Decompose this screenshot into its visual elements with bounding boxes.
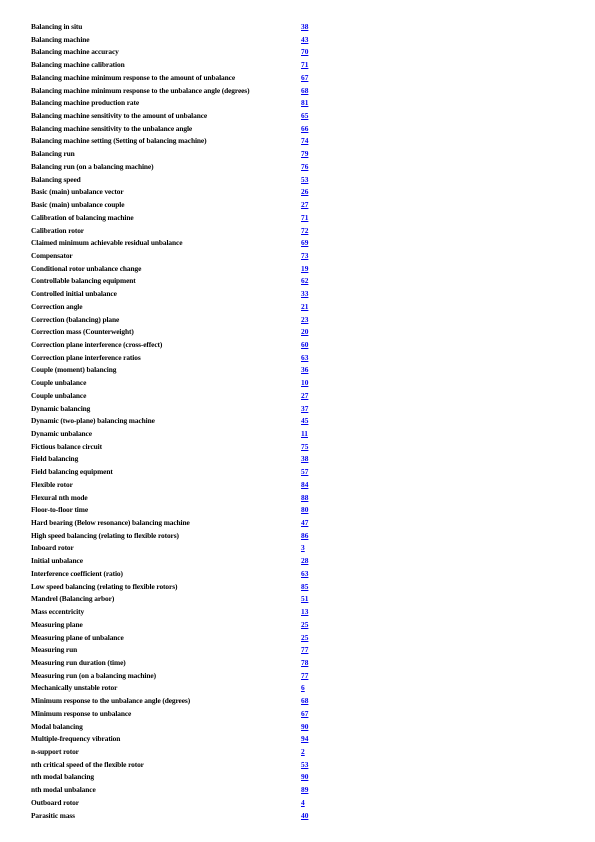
index-row	[31, 364, 321, 377]
page-number-link[interactable]: 38	[301, 22, 309, 31]
index-row	[31, 237, 321, 250]
index-term: Balancing run	[31, 149, 75, 159]
index-term: Outboard rotor	[31, 797, 79, 807]
index-term: Conditional rotor unbalance change	[31, 263, 142, 273]
index-term: Minimum response to unbalance	[31, 708, 132, 718]
index-term: Hard bearing (Below resonance) balancing machine	[31, 518, 190, 528]
index-row	[31, 72, 321, 85]
page-number-link[interactable]: 77	[301, 670, 309, 680]
page-number-link[interactable]: 66	[301, 123, 309, 133]
index-row	[31, 479, 321, 492]
index-term: Parasitic mass	[31, 810, 75, 820]
index-term: nth modal balancing	[31, 772, 94, 782]
index-row	[31, 225, 321, 238]
index-term: Calibration of balancing machine	[31, 212, 134, 222]
index-term: Inboard rotor	[31, 543, 74, 553]
index-term: Low speed balancing (relating to flexible rotors)	[31, 581, 178, 591]
index-term: Dynamic unbalance	[31, 429, 92, 438]
index-row	[31, 810, 321, 823]
index-row	[31, 135, 321, 148]
index-term: Balancing speed	[31, 174, 81, 184]
page-number-link[interactable]: 45	[301, 416, 309, 426]
page-number-link[interactable]: 60	[301, 339, 309, 349]
index-row	[31, 301, 321, 314]
index-row	[31, 784, 321, 797]
page-number-link[interactable]: 84	[301, 479, 309, 489]
index-row	[31, 466, 321, 479]
index-term: Balancing run (on a balancing machine)	[31, 161, 154, 171]
index-term: Fictious balance circuit	[31, 441, 102, 451]
page-number-link[interactable]: 80	[301, 505, 309, 515]
index-term: Controlled initial unbalance	[31, 289, 117, 299]
index-row	[31, 326, 321, 339]
index-term: Correction plane interference ratios	[31, 352, 141, 362]
index-row	[31, 186, 321, 199]
page-number-link[interactable]: 67	[301, 72, 309, 82]
page-number-link[interactable]: 63	[301, 568, 309, 578]
index-term: Multiple-frequency vibration	[31, 734, 121, 744]
index-term: Compensator	[31, 250, 73, 260]
index-term: Modal balancing	[31, 721, 83, 731]
index-row	[31, 453, 321, 466]
index-term: Measuring plane of unbalance	[31, 632, 124, 642]
index-term: Balancing machine sensitivity to the unbalance angle	[31, 123, 193, 133]
page-number-link[interactable]: 79	[301, 149, 309, 159]
page-number-link[interactable]: 37	[301, 403, 309, 413]
index-row	[31, 746, 321, 759]
index-row	[31, 670, 321, 683]
page-number-link[interactable]: 47	[301, 518, 309, 528]
index-row	[31, 644, 321, 657]
index-row	[31, 314, 321, 327]
index-term: Basic (main) unbalance couple	[31, 200, 125, 210]
page-number-link[interactable]: 27	[301, 200, 309, 210]
page-number-link[interactable]: 62	[301, 276, 309, 286]
index-row	[31, 542, 321, 555]
index-row	[31, 530, 321, 543]
index-term: Balancing machine accuracy	[31, 47, 119, 57]
index-row	[31, 212, 321, 225]
page-number-link[interactable]: 76	[301, 161, 309, 171]
index-term: Mass eccentricity	[31, 607, 85, 617]
page-number-link[interactable]: 68	[301, 696, 309, 706]
index-row	[31, 517, 321, 530]
page-number-link[interactable]: 74	[301, 136, 309, 146]
page-number-link[interactable]: 81	[301, 98, 309, 108]
index-term: Dynamic (two-plane) balancing machine	[31, 416, 155, 426]
page-number-link[interactable]: 85	[301, 581, 309, 591]
page-number-link[interactable]: 71	[301, 60, 309, 70]
index-row	[31, 733, 321, 746]
page-number-link[interactable]: 2	[301, 746, 305, 756]
page-number-link[interactable]: 75	[301, 441, 309, 451]
page-number-link[interactable]: 40	[301, 810, 309, 820]
index-row	[31, 21, 321, 34]
index-term: High speed balancing (relating to flexible rotors)	[31, 530, 179, 540]
page-number-link[interactable]: 90	[301, 772, 309, 782]
page-number-link[interactable]: 63	[301, 352, 309, 362]
page-number-link[interactable]: 38	[301, 454, 309, 464]
index-term: Dynamic balancing	[31, 403, 91, 413]
page-number-link[interactable]: 67	[301, 708, 309, 718]
page-number-link[interactable]: 88	[301, 492, 309, 502]
index-row	[31, 504, 321, 517]
index-term: nth modal unbalance	[31, 785, 96, 795]
index-term: Balancing machine	[31, 34, 90, 44]
index-row	[31, 148, 321, 161]
page-number-link[interactable]: 71	[301, 212, 309, 222]
page-number-link[interactable]: 69	[301, 238, 309, 248]
index-term: n-support rotor	[31, 746, 79, 756]
index-row	[31, 619, 321, 632]
index-row	[31, 110, 321, 123]
page-number-link[interactable]: 53	[301, 759, 309, 769]
page-number-link[interactable]: 70	[301, 47, 309, 57]
index-term: Correction angle	[31, 301, 83, 311]
index-row	[31, 85, 321, 98]
index-row	[31, 34, 321, 47]
page-number-link[interactable]: 89	[301, 785, 309, 795]
page-number-link[interactable]: 4	[301, 797, 305, 807]
index-row	[31, 390, 321, 403]
page-number-link[interactable]: 43	[301, 34, 309, 44]
page-number-link[interactable]: 65	[301, 111, 309, 121]
page-number-link[interactable]: 72	[301, 225, 309, 235]
page-number-link[interactable]: 6	[301, 683, 305, 693]
index-row	[31, 721, 321, 734]
index-row	[31, 771, 321, 784]
page-number-link[interactable]: 19	[301, 263, 309, 273]
index-term: Couple unbalance	[31, 378, 87, 388]
page-number-link[interactable]: 10	[301, 378, 309, 388]
index-term: Mandrel (Balancing arbor)	[31, 594, 115, 604]
page-number-link[interactable]: 3	[301, 543, 305, 553]
index-term: Field balancing	[31, 454, 79, 464]
page-number-link[interactable]: 90	[301, 721, 309, 731]
index-row	[31, 97, 321, 110]
page-number-link[interactable]: 27	[301, 390, 309, 400]
index-row	[31, 377, 321, 390]
page-number-link[interactable]: 20	[301, 327, 309, 337]
page-number-link[interactable]: 13	[301, 607, 309, 617]
index-term: Balancing machine production rate	[31, 98, 140, 108]
page-number-link[interactable]: 26	[301, 187, 309, 197]
index-row	[31, 275, 321, 288]
index-list	[31, 21, 321, 822]
index-term: Measuring run duration (time)	[31, 657, 126, 667]
index-row	[31, 428, 321, 441]
index-term: Claimed minimum achievable residual unbalance	[31, 238, 183, 248]
index-row	[31, 555, 321, 568]
index-term: Interference coefficient (ratio)	[31, 568, 123, 578]
index-term: Balancing machine minimum response to the amount of unbalance	[31, 72, 236, 82]
index-term: Controllable balancing equipment	[31, 276, 136, 286]
page-number-link[interactable]: 51	[301, 594, 309, 604]
index-row	[31, 288, 321, 301]
index-row	[31, 632, 321, 645]
page-number-link[interactable]: 53	[301, 174, 309, 184]
page-number-link[interactable]: 33	[301, 289, 309, 299]
index-term: Correction mass (Counterweight)	[31, 327, 134, 337]
page-number-link[interactable]: 86	[301, 530, 309, 540]
index-row	[31, 657, 321, 670]
index-row	[31, 415, 321, 428]
index-row	[31, 174, 321, 187]
index-row	[31, 593, 321, 606]
index-row	[31, 199, 321, 212]
index-row	[31, 708, 321, 721]
page-number-link[interactable]: 78	[301, 657, 309, 667]
index-term: Balancing machine setting (Setting of balancing machine)	[31, 136, 207, 146]
page-number-link[interactable]: 68	[301, 85, 309, 95]
index-row	[31, 759, 321, 772]
index-term: Measuring plane	[31, 619, 83, 629]
index-term: Measuring run (on a balancing machine)	[31, 670, 156, 680]
index-row	[31, 352, 321, 365]
index-row	[31, 606, 321, 619]
index-term: Balancing machine minimum response to the unbalance angle (degrees)	[31, 85, 250, 95]
index-row	[31, 161, 321, 174]
index-row	[31, 797, 321, 810]
page-number-link[interactable]: 77	[301, 645, 309, 655]
page-number-link[interactable]: 23	[301, 314, 309, 324]
index-row	[31, 682, 321, 695]
index-term: Balancing in situ	[31, 22, 83, 31]
index-term: Flexible rotor	[31, 479, 73, 489]
index-term: Flexural nth mode	[31, 492, 88, 502]
page-number-link[interactable]: 25	[301, 632, 309, 642]
index-term: Mechanically unstable rotor	[31, 683, 118, 693]
index-term: Basic (main) unbalance vector	[31, 187, 124, 197]
index-row	[31, 339, 321, 352]
index-term: Calibration rotor	[31, 225, 84, 235]
index-term: Measuring run	[31, 645, 78, 655]
index-row	[31, 123, 321, 136]
index-row	[31, 59, 321, 72]
index-term: Correction (balancing) plane	[31, 314, 120, 324]
index-term: Field balancing equipment	[31, 467, 113, 477]
index-row	[31, 581, 321, 594]
index-term: Initial unbalance	[31, 556, 83, 566]
index-term: Correction plane interference (cross-effect)	[31, 339, 163, 349]
index-row	[31, 695, 321, 708]
page-number-link[interactable]: 28	[301, 556, 309, 566]
index-term: Balancing machine sensitivity to the amount of unbalance	[31, 111, 208, 121]
page-number-link[interactable]: 11	[301, 429, 308, 438]
index-row	[31, 441, 321, 454]
page-number-link[interactable]: 36	[301, 365, 309, 375]
index-term: nth critical speed of the flexible rotor	[31, 759, 144, 769]
index-row	[31, 492, 321, 505]
page-number-link[interactable]: 21	[301, 301, 309, 311]
page-number-link[interactable]: 57	[301, 467, 309, 477]
index-row	[31, 250, 321, 263]
index-term: Couple (moment) balancing	[31, 365, 117, 375]
page-number-link[interactable]: 94	[301, 734, 309, 744]
index-term: Minimum response to the unbalance angle (degrees)	[31, 696, 191, 706]
index-row	[31, 403, 321, 416]
page-number-link[interactable]: 73	[301, 250, 309, 260]
page-number-link[interactable]: 25	[301, 619, 309, 629]
index-row	[31, 46, 321, 59]
index-term: Balancing machine calibration	[31, 60, 125, 70]
index-row	[31, 568, 321, 581]
index-row	[31, 263, 321, 276]
index-term: Couple unbalance	[31, 390, 87, 400]
index-term: Floor-to-floor time	[31, 505, 88, 515]
